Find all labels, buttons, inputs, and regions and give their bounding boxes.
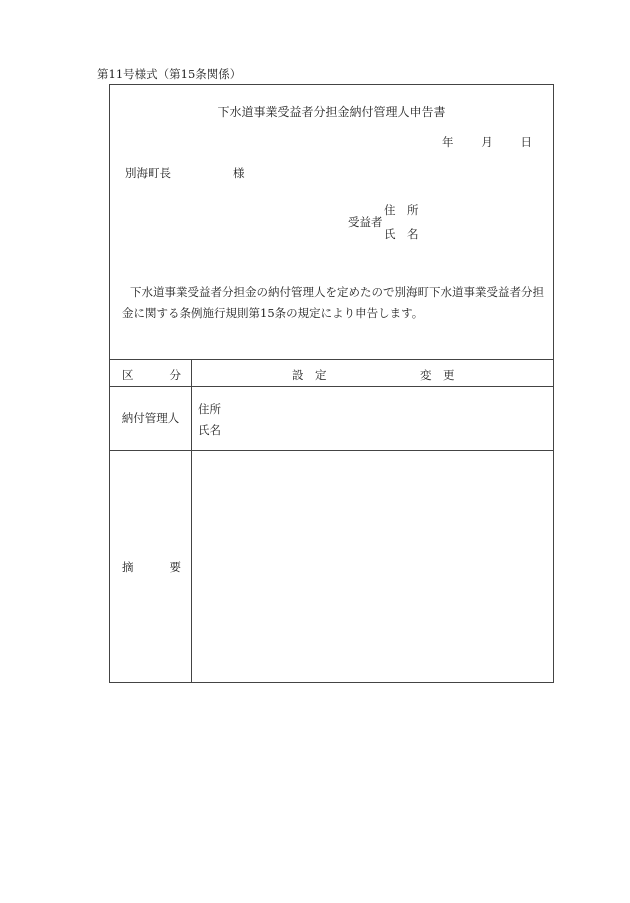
recipient-address-label: 住 所 [384,203,419,217]
payment-manager-name-label: 氏名 [198,423,221,437]
remarks-char-1: 摘 [122,560,134,574]
header-change: 変 更 [420,368,455,382]
recipient-name-label: 氏 名 [384,227,419,241]
header-category-char-1: 区 [122,368,134,382]
remarks-field[interactable] [192,451,553,682]
declaration-text: 下水道事業受益者分担金の納付管理人を定めたので別海町下水道事業受益者分担金に関する条例施行規則第15条の規定により申告します。 [122,285,544,320]
addressee: 別海町長 [125,166,171,180]
date-year-label: 年 [442,135,454,149]
recipient-label: 受益者 [348,215,383,229]
header-category-char-2: 分 [169,368,181,382]
payment-manager-label-cell [110,410,191,426]
payment-manager-entry-field[interactable] [192,387,553,450]
form-title: 下水道事業受益者分担金納付管理人申告書 [217,105,446,119]
application-form [109,84,554,683]
date-line [442,134,532,150]
header-category-cell [110,367,191,383]
remarks-label-cell [110,559,191,575]
header-setting: 設 定 [292,368,327,382]
date-day-label: 日 [520,135,532,149]
payment-manager-label: 納付管理人 [121,411,180,425]
payment-manager-address-label: 住所 [198,402,221,416]
remarks-char-2: 要 [169,560,181,574]
form-number: 第11号様式（第15条関係） [97,67,242,81]
table-top-border [110,359,553,360]
honorific: 様 [233,166,245,180]
date-month-label: 月 [481,135,493,149]
